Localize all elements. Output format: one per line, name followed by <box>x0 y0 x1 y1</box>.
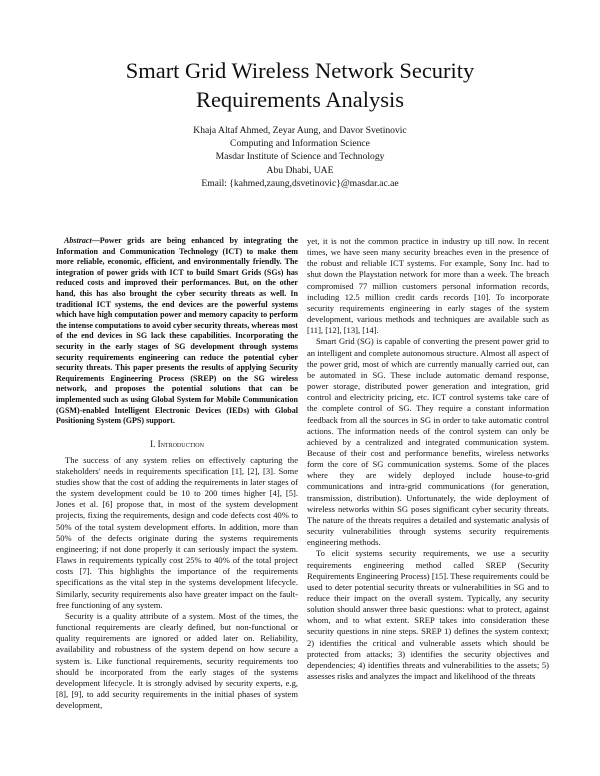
author-email: Email: {kahmed,zaung,dsvetinovic}@masdar.ac.ae <box>201 177 399 189</box>
author-dept: Computing and Information Science <box>230 138 370 150</box>
section-heading-introduction: I. Introduction <box>150 438 204 449</box>
intro-paragraph-1: The success of any system relies on effectively capturing the stakeholders' needs in requirements specification [1], [2], [3]. Some studies show that the cost of adding the requirements in later stages of the system development could be 10 to 200 times higher [4], [5]. Jones et al. [6] propose that, in most of the system development projects, fixing the requirements, design and code defects cost 40% to 50% of the total system development efforts. In addition, more than 50% of the defects originate during the systems requirements engineering; if not done properly it can seriously impact the system. Flaws in requirements typically cost 25% to 40% of the total project costs [7]. This highlights the importance of the requirements specifications as the vital step in the systems development lifecycle. Similarly, security requirements also have greater impact on the fault-free functioning of any system. <box>56 454 298 610</box>
intro-paragraph-3: yet, it is not the common practice in industry up till now. In recent times, we have seen many security breaches even in the presence of the robust and reliable ICT systems. For example, Sony Inc. had to shut down the Playstation network for more than a week. The breach compromised 77 million customers personal information records, including 12.5 million credit cards records [10]. To incorporate security requirements engineering in early stages of the system development, various methods and techniques are available such as [11], [12], [13], [14]. <box>307 236 549 336</box>
abstract <box>56 236 298 427</box>
intro-paragraph-5: To elicit systems security requirements, we use a security requirements engineering method called SREP (Security Requirements Engineering Process) [15]. These requirements could be used to deter potential security threats or vulnerabilities in SG and to reduce their impact on the overall system. Typically, any security solution should answer three basic questions: what to protect, against whom, and to what extent. SREP takes into consideration these security questions in nine steps. SREP 1) defines the system context; 2) identifies the critical and vulnerable assets which should be protected from attacks; 3) identifies the security objectives and dependencies; 4) identifies threats and vulnerabilities to the assets; 5) assesses risks and analyzes the impact and likelihood of the threats <box>307 548 549 682</box>
paper-title <box>40 56 560 114</box>
right-column <box>307 236 549 682</box>
author-institute: Masdar Institute of Science and Technology <box>215 151 385 163</box>
abstract-lead: Abstract <box>64 236 92 245</box>
title-line-1: Smart Grid Wireless Network Security <box>125 58 475 83</box>
author-names: Khaja Altaf Ahmed, Zeyar Aung, and Davor Svetinovic <box>193 125 407 136</box>
intro-paragraph-2: Security is a quality attribute of a system. Most of the times, the functional requirements are clearly defined, but non-functional or quality requirements are ignored or added later on. Reliability, availability and robustness of the system depend on how secure a system is. Like functional requirements, security requirements too should be incorporated from the early stages of the systems development lifecycle. It is strongly advised by security experts, e.g, [8], [9], to add security requirements in the initial phases of system development, <box>56 610 298 711</box>
title-line-2: Requirements Analysis <box>195 87 405 112</box>
abstract-text: —Power grids are being enhanced by integrating the Information and Communication Technology (ICT) to make them more reliable, economic, efficient, and environmentally friendly. The integration of power grids with ICT to build Smart Grids (SGs) has reduced costs and improved their performances. But, on the other hand, this has also brought the cyber security threats as well. In traditional ICT systems, the end devices are the powerful systems which have high computation power and memory capacity to perform the intense computations to avoid cyber security threats, whereas most of the end devices in SG lack these capabilities. Incorporating the security in the early stages of SG development through systems security requirements engineering can reduce the potential cyber security threats. This paper presents the results of applying Security Requirements Engineering Process (SREP) on the SG wireless network, and proposes the potential solutions that can be implemented such as using Global System for Mobile Communication (GSM)-enabled Intelligent Electronic Devices (IEDs) with Global Positioning System (GPS) support. <box>56 236 298 426</box>
author-block <box>40 124 560 190</box>
intro-paragraph-4: Smart Grid (SG) is capable of converting the present power grid to an intelligent and complete autonomous structure. Almost all aspect of the power grid, most of which are currently manually carried out, can be automated in SG. These include automatic demand response, power storage, distributed power generation and integration, grid control and electricity pricing, etc. ICT control systems take care of the complete control of SG. They require a constant information feedback from all the sources in SG in order to take automatic control actions. The information needs of the control system can only be achieved by a centralized and integrated communication system. Because of their cost and performance benefits, wireless networks form the core of SG communication systems. Some of the places where they are widely deployed include house-to-grid communications and intra-grid communications (for generation, transmission, distribution). Unfortunately, the wide deployment of wireless networks within SG poses significant cyber security threats. The nature of the threats requires a detailed and systematic analysis of security vulnerabilities through systems security requirements engineering methods. <box>307 336 549 548</box>
author-location: Abu Dhabi, UAE <box>266 164 334 176</box>
left-column <box>56 236 298 711</box>
